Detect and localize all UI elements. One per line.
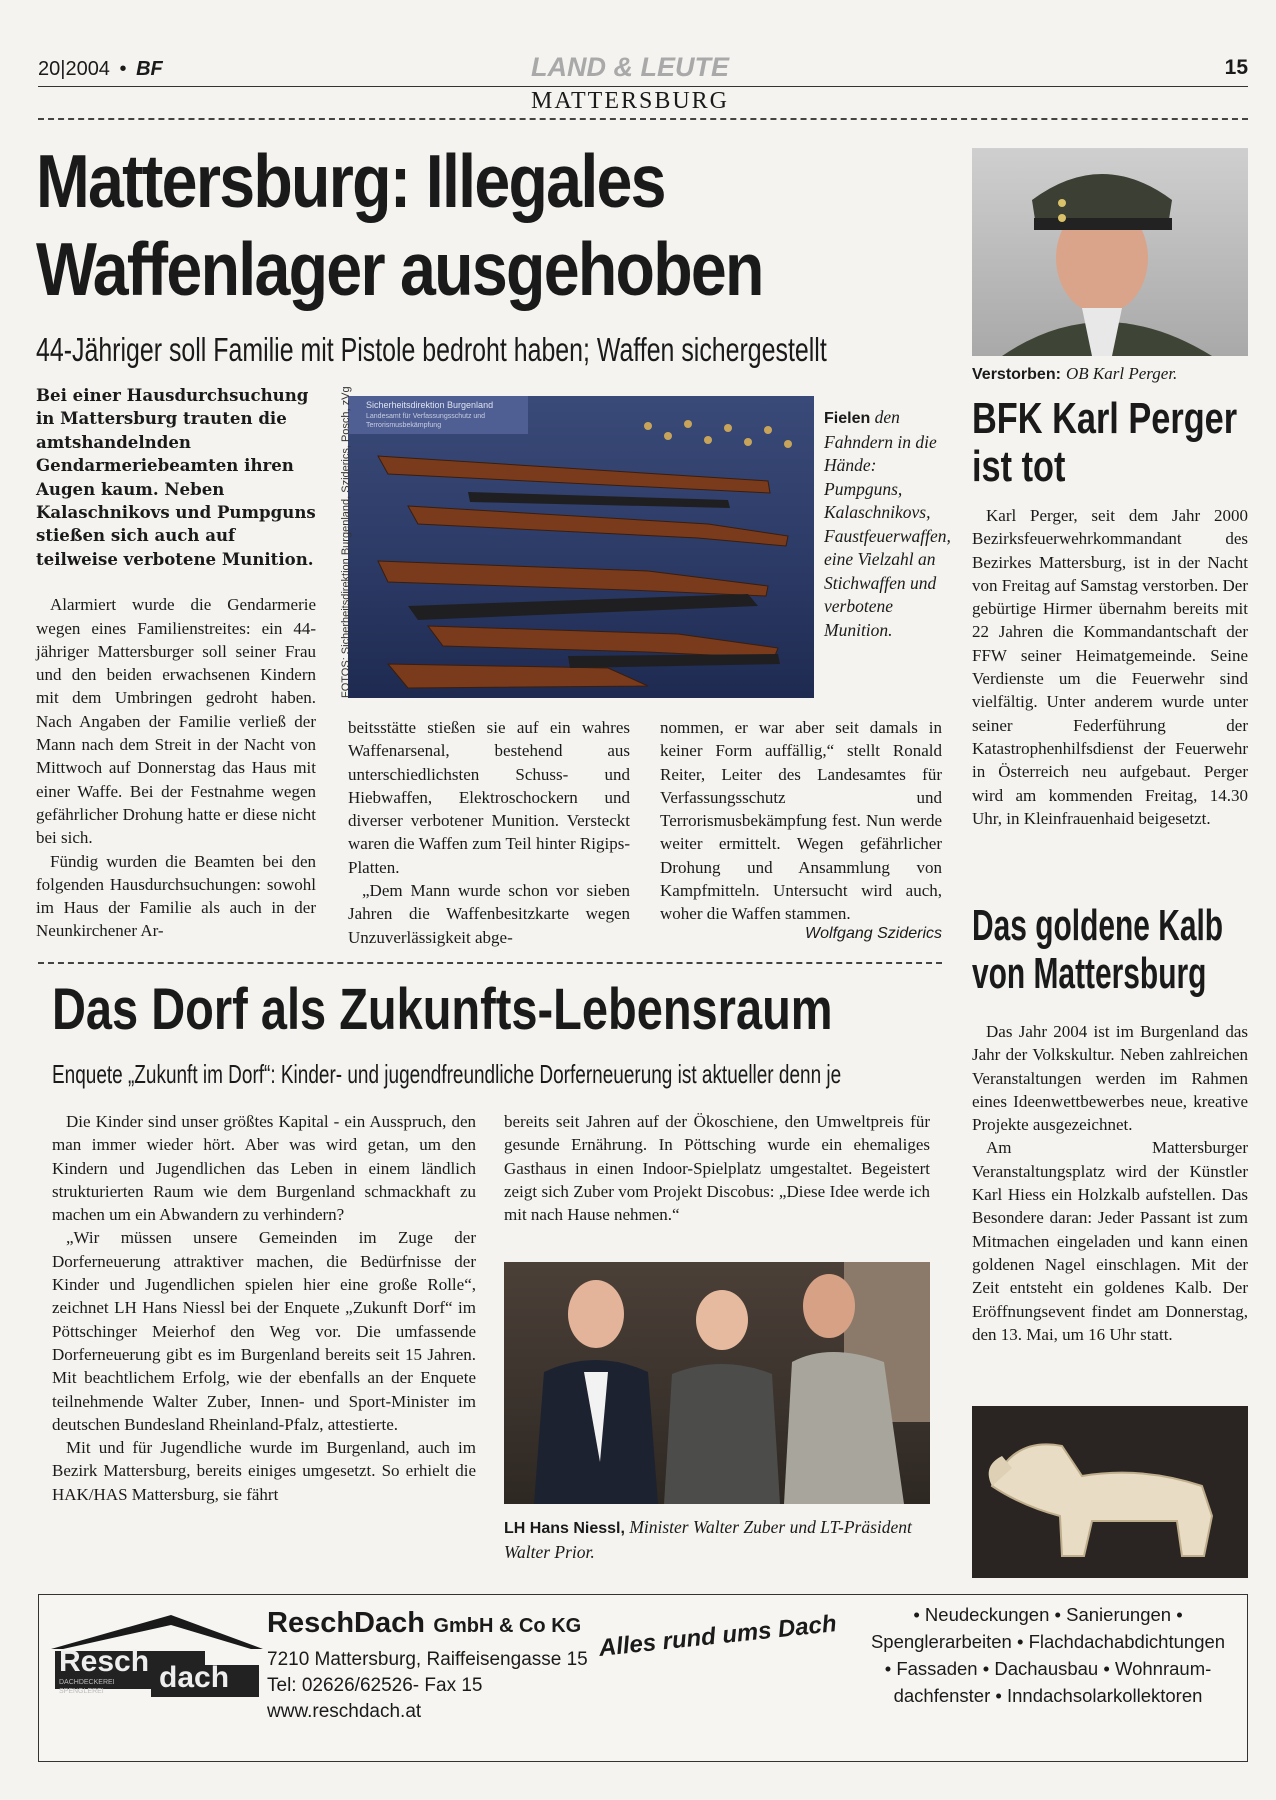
weapons-photo xyxy=(348,396,814,698)
issue-number xyxy=(38,58,163,81)
obit-body xyxy=(972,504,1248,830)
main-body-p3: beitsstätte stießen sie auf ein wahres Waffenarsenal, bestehend aus unterschiedlichsten Schuss- und Hiebwaffen, Elektroschockern und diverser verbotener Munition. Versteckt waren die Waffen zum Teil hinter Rigips-Platten. xyxy=(348,718,630,877)
photo-sign-subtitle: Landesamt für Verfassungsschutz und Terrorismusbekämpfung xyxy=(366,413,486,429)
kalb-body-p2: Am Mattersburger Veranstaltungsplatz wird der Künstler Karl Hiess ein Holzkalb aufstellen. Das Besondere daran: Jeder Passant ist zum Mitmachen eingeladen und kann einen goldenen Nagel einschlagen. Mit der Zeit entsteht ein goldenes Kalb. Der Eröffnungsevent findet am Donnerstag, den 13. Mai, um 16 Uhr statt. xyxy=(972,1138,1248,1344)
logo-small-1: DACHDECKEREI xyxy=(59,1679,115,1686)
header-dashed-rule xyxy=(38,118,1248,120)
ad-services xyxy=(853,1601,1243,1709)
dorf-body-p1: Die Kinder sind unser größtes Kapital - ein Ausspruch, den man immer wieder hört. Aber was wird getan, um den Kindern und Jugendlichen das Leben in einem ländlich strukturierten Raum wie dem Burgenland schmackhaft zu machen um ein Abwandern zu verhindern? xyxy=(52,1112,476,1225)
header-bullet: • xyxy=(119,58,127,80)
ad-website[interactable]: www.reschdach.at xyxy=(267,1701,422,1722)
obit-caption-bold: Verstorben: xyxy=(972,366,1061,383)
main-article-col1 xyxy=(36,384,316,943)
ad-services-4: dachfenster • Inndachsolarkollektoren xyxy=(893,1685,1203,1706)
weapons-caption-text: den Fahndern in die Hände: Pumpguns, Kalaschnikovs, Faustfeuerwaffen, eine Vielzahl an Stichwaffen und verbotene Munition. xyxy=(824,407,951,640)
ad-slogan: Alles rund ums Dach xyxy=(597,1610,838,1662)
photo-sign-title: Sicherheitsdirektion Burgenland xyxy=(366,400,494,410)
ad-company-suffix: GmbH & Co KG xyxy=(433,1615,582,1637)
reschdach-ad[interactable] xyxy=(38,1594,1248,1762)
enquete-caption-bold: LH Hans Niessl, xyxy=(504,1520,625,1537)
ad-company xyxy=(267,1607,581,1640)
kalb-headline-line2: von Mattersburg xyxy=(972,949,1207,998)
main-body-p5: nommen, er war aber seit damals in keiner Form auffällig,“ stellt Ronald Reiter, Leiter des Landesamtes für Verfassungsschutz und Terrorismusbekämpfung fest. Nun werde weiter ermittelt. Wegen gefährlicher Drohung und Ansammlung von Kampfmitteln. Untersucht wird auch, woher die Waffen stammen. xyxy=(660,718,942,924)
ad-company-name: ReschDach xyxy=(267,1607,425,1639)
main-subheadline: 44-Jähriger soll Familie mit Pistole bedroht haben; Waffen sichergestellt xyxy=(36,331,827,368)
ad-services-2: Spenglerarbeiten • Flachdachabdichtungen xyxy=(870,1631,1226,1652)
dorf-body-p4: bereits seit Jahren auf der Ökoschiene, den Umweltpreis für gesunde Ernährung. In Pöttsching wurde ein ehemaliges Gasthaus in einen Indoor-Spielplatz umgestaltet. Begeistert zeigt sich Zuber vom Projekt Discobus: „Diese Idee werde ich mit nach Hause nehmen.“ xyxy=(504,1112,930,1225)
main-headline-line1: Mattersburg: Illegales xyxy=(36,139,665,223)
enquete-caption xyxy=(504,1516,930,1564)
logo-small-2: SPENGLEREI xyxy=(59,1688,104,1695)
main-lead: Bei einer Hausdurchsuchung in Mattersburg trauten die amtshandelnden Gendarmeriebeamten ihren Augen kaum. Neben Kalaschnikovs und Pumpguns stießen sich auch auf teilweise verbotene Munition. xyxy=(36,385,316,569)
header-rule xyxy=(38,86,1248,87)
dorf-col2 xyxy=(504,1110,930,1226)
obit-caption-text: OB Karl Perger. xyxy=(1066,364,1178,383)
enquete-caption-text: Minister Walter Zuber und LT-Präsident Walter Prior. xyxy=(504,1517,912,1562)
ad-address: 7210 Mattersburg, Raiffeisengasse 15 xyxy=(267,1649,588,1670)
main-divider xyxy=(38,962,942,964)
obit-body-text: Karl Perger, seit dem Jahr 2000 Bezirksfeuerwehrkommandant des Bezirkes Mattersburg, ist in der Nacht von Freitag auf Samstag verstorben. Der gebürtige Hirmer übernahm bereits mit 22 Jahren die Kommandantschaft der FFW seiner Heimatgemeinde. Seine Verdienste um die Feuerwehr sind vielfältig. Unter anderem wurde unter seiner Federführung der Katastrophenhilfsdienst der Feuerwehr in Österreich neu aufgebaut. Perger wird am kommenden Freitag, 14.30 Uhr, in Kleinfrauenhaid beigesetzt. xyxy=(972,506,1248,828)
kalb-headline-line1: Das goldene Kalb xyxy=(972,901,1224,950)
reschdach-logo xyxy=(51,1609,263,1699)
kalb-body xyxy=(972,1020,1248,1346)
enquete-photo xyxy=(504,1262,930,1504)
obit-headline-line2: ist tot xyxy=(972,442,1066,491)
officer-illustration xyxy=(972,148,1248,356)
ad-services-3: • Fassaden • Dachausbau • Wohnraum- xyxy=(884,1658,1212,1679)
main-article-col2 xyxy=(348,716,630,949)
ad-services-1: • Neudeckungen • Sanierungen • xyxy=(913,1604,1183,1625)
dorf-body-p2: „Wir müssen unsere Gemeinden im Zuge der Dorferneuerung attraktiver machen, die Bedürfnisse der Kinder und Jugendlichen spielen hier eine große Rolle“, zeichnet LH Hans Niessl bei der Enquete „Zukunft Dorf“ im Pöttschinger Meierhof den Weg vor. Die umfassende Dorferneuerung gibt es im Burgenland bereits seit 15 Jahren. Mit beachtlichem Erfolg, wie der ebenfalls an der Enquete teilnehmende Walter Zuber, Innen- und Sport-Minister im deutschen Bundesland Rheinland-Pfalz, attestierte. xyxy=(52,1228,476,1434)
calf-photo xyxy=(972,1406,1248,1578)
weapons-caption xyxy=(824,406,951,642)
obit-portrait xyxy=(972,148,1248,356)
dorf-subheadline: Enquete „Zukunft im Dorf“: Kinder- und jugendfreundliche Dorferneuerung ist aktueller denn je xyxy=(52,1059,842,1089)
obit-caption xyxy=(972,364,1248,384)
main-article-col3 xyxy=(660,716,942,926)
issue-date: 20|2004 xyxy=(38,58,110,80)
weapons-illustration xyxy=(348,396,814,698)
main-headline-line2: Waffenlager ausgehoben xyxy=(36,227,763,311)
dorf-body-p3: Mit und für Jugendliche wurde im Burgenland, auch im Bezirk Mattersburg, bereits einiges umgesetzt. So erhielt die HAK/HAS Mattersburg, sie fährt xyxy=(52,1438,476,1504)
page-number: 15 xyxy=(1224,56,1248,79)
paper-name: BF xyxy=(136,58,163,80)
kalb-body-p1: Das Jahr 2004 ist im Burgenland das Jahr der Volkskultur. Neben zahlreichen Veranstaltungen werden im Rahmen eines Ideenwettbewerbes neue, kreative Projekte ausgezeichnet. xyxy=(972,1022,1248,1135)
dorf-col1 xyxy=(52,1110,476,1506)
logo-word-bottom: dach xyxy=(159,1661,230,1694)
obit-headline-line1: BFK Karl Perger xyxy=(972,394,1238,443)
dorf-headline: Das Dorf als Zukunfts-Lebensraum xyxy=(52,977,833,1042)
weapons-caption-bold: Fielen xyxy=(824,410,871,427)
section-title: LAND & LEUTE xyxy=(531,52,729,82)
photo-credit: FOTOS: Sicherheitsdirektion Burgenland, Sziderics, Posch, zVg xyxy=(340,386,352,698)
main-body-p4: „Dem Mann wurde schon vor sieben Jahren die Waffenbesitzkarte wegen Unzuverlässigkeit abge- xyxy=(348,881,630,947)
logo-word-top: Resch xyxy=(59,1645,150,1678)
main-body-p2: Fündig wurden die Beamten bei den folgenden Hausdurchsuchungen: sowohl im Haus der Familie als auch in der Neunkirchener Ar- xyxy=(36,851,316,941)
main-author: Wolfgang Sziderics xyxy=(805,925,942,942)
wooden-calf-illustration xyxy=(972,1406,1248,1578)
three-men-illustration xyxy=(504,1262,930,1504)
ad-phone: Tel: 02626/62526- Fax 15 xyxy=(267,1675,483,1696)
region-title: MATTERSBURG xyxy=(530,88,730,114)
main-body-p1: Alarmiert wurde die Gendarmerie wegen eines Familienstreites: ein 44-jähriger Mattersburger soll seiner Frau und den beiden erwachsenen Kindern mit dem Umbringen gedroht haben. Nach Angaben der Familie verließ der Mann nach dem Streit in der Nacht von Mittwoch auf Donnerstag das Haus mit einer Waffe. Bei der Festnahme wegen gefährlicher Drohung hatte er diese nicht bei sich. xyxy=(36,595,316,848)
